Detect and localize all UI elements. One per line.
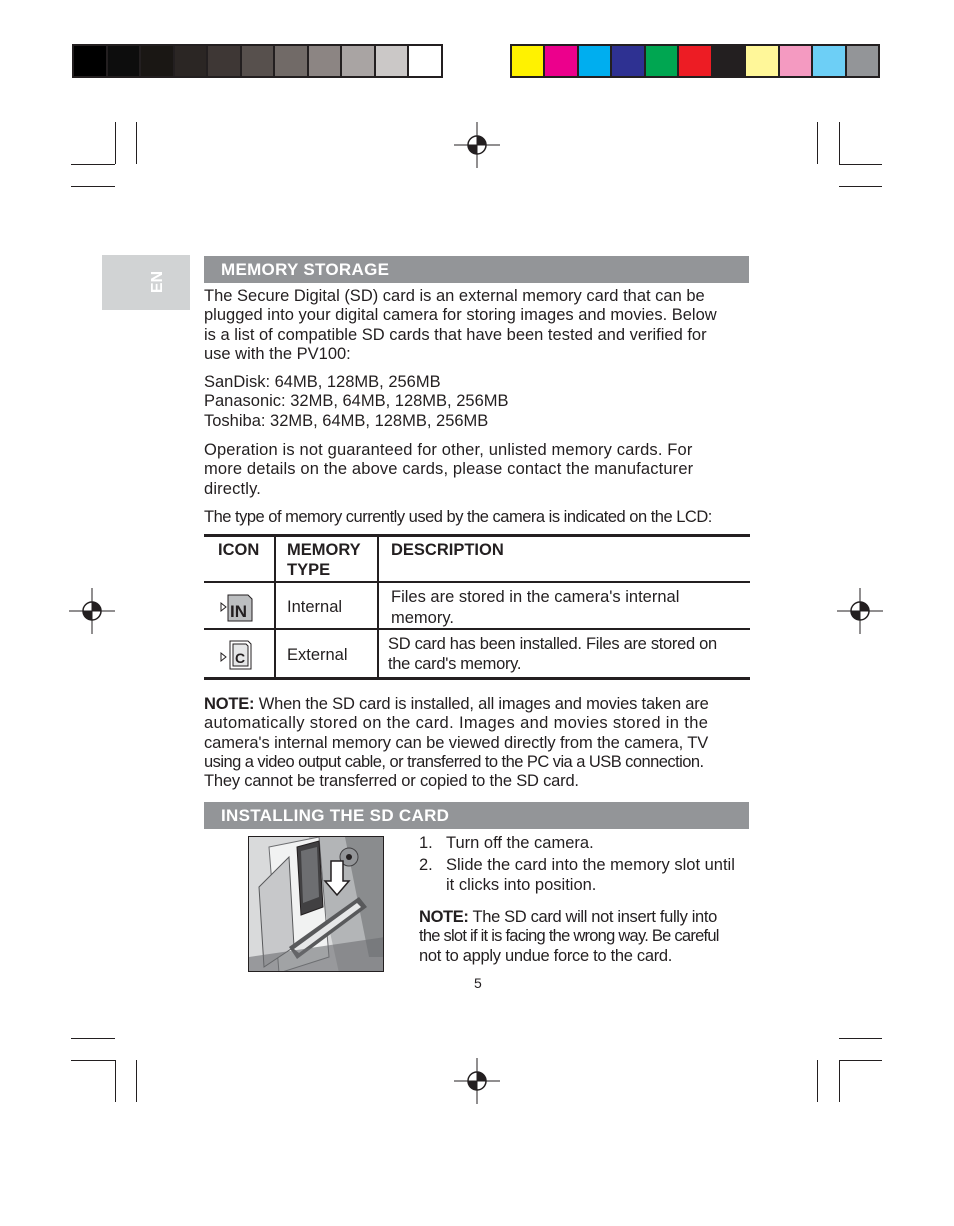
color-swatch	[679, 46, 712, 76]
row-internal-desc-1: Files are stored in the camera's internal	[391, 588, 680, 606]
language-tab	[102, 255, 190, 310]
row-external-type: External	[287, 646, 348, 664]
gray-swatch	[376, 46, 410, 76]
color-swatch	[847, 46, 878, 76]
gray-swatch	[242, 46, 276, 76]
note-paragraph-sd: NOTE: When the SD card is installed, all images and movies taken are automatically stored on the card. Images and movies stored in the camera's internal memory can be viewed directly from the camera, TV using a video output cable, or transferred to the PC via a USB connection. They cannot be transferred or copied to the SD card.	[204, 695, 709, 791]
gray-swatch	[309, 46, 343, 76]
row-internal-type: Internal	[287, 598, 343, 616]
color-swatch	[713, 46, 746, 76]
color-swatch	[780, 46, 813, 76]
color-swatch	[646, 46, 679, 76]
registration-mark-top-icon	[454, 122, 500, 168]
registration-mark-left-icon	[69, 588, 115, 634]
page-number: 5	[474, 975, 482, 991]
language-tab-label: EN	[149, 270, 166, 294]
color-swatch	[746, 46, 779, 76]
gray-swatch	[74, 46, 108, 76]
gray-swatch	[275, 46, 309, 76]
row-external-desc-1: SD card has been installed. Files are stored on	[388, 635, 717, 653]
header-type: TYPE	[287, 561, 331, 579]
card-item: SanDisk: 64MB, 128MB, 256MB	[204, 373, 441, 391]
color-swatch	[612, 46, 645, 76]
color-swatch	[545, 46, 578, 76]
internal-memory-icon	[220, 591, 254, 628]
sd-card-icon	[220, 638, 254, 677]
card-item: Panasonic: 32MB, 64MB, 128MB, 256MB	[204, 392, 509, 411]
section-header-memory-storage: MEMORY STORAGE	[204, 256, 749, 283]
header-icon: ICON	[218, 541, 260, 559]
gray-swatch	[342, 46, 376, 76]
header-memory: MEMORY	[287, 541, 361, 559]
operation-paragraph: Operation is not guaranteed for other, unlisted memory cards. For more details on the above cards, please contact the manufacturer directly.	[204, 441, 694, 498]
compatible-cards-list	[204, 373, 749, 431]
registration-mark-bottom-icon	[454, 1058, 500, 1104]
gray-swatch	[141, 46, 175, 76]
gray-swatch	[208, 46, 242, 76]
row-internal-desc-2: memory.	[391, 609, 454, 627]
color-calibration-bar	[510, 44, 880, 78]
note-label: NOTE:	[204, 695, 255, 713]
lcd-note: The type of memory currently used by the camera is indicated on the LCD:	[204, 508, 712, 526]
camera-sd-slot-photo	[248, 836, 384, 972]
color-swatch	[579, 46, 612, 76]
registration-mark-right-icon	[837, 588, 883, 634]
svg-text:IN: IN	[230, 602, 247, 621]
grayscale-calibration-bar	[72, 44, 443, 78]
gray-swatch	[175, 46, 209, 76]
row-external-desc-2: the card's memory.	[388, 655, 522, 673]
header-description: DESCRIPTION	[391, 541, 504, 559]
memory-type-table	[204, 534, 750, 680]
gray-swatch	[409, 46, 441, 76]
color-swatch	[512, 46, 545, 76]
note-label: NOTE:	[419, 908, 469, 926]
color-swatch	[813, 46, 846, 76]
svg-text:C: C	[235, 650, 246, 666]
gray-swatch	[108, 46, 142, 76]
note-paragraph-insert: NOTE: The SD card will not insert fully into the slot if it is facing the wrong way. Be careful not to apply undue force to the card.	[419, 908, 719, 965]
intro-paragraph: The Secure Digital (SD) card is an external memory card that can be plugged into your digital camera for storing images and movies. Below is a list of compatible SD cards that have been tested and verified for use with the PV100:	[204, 287, 717, 363]
section-header-installing-sd-card: INSTALLING THE SD CARD	[204, 802, 749, 829]
card-item: Toshiba: 32MB, 64MB, 128MB, 256MB	[204, 411, 489, 430]
